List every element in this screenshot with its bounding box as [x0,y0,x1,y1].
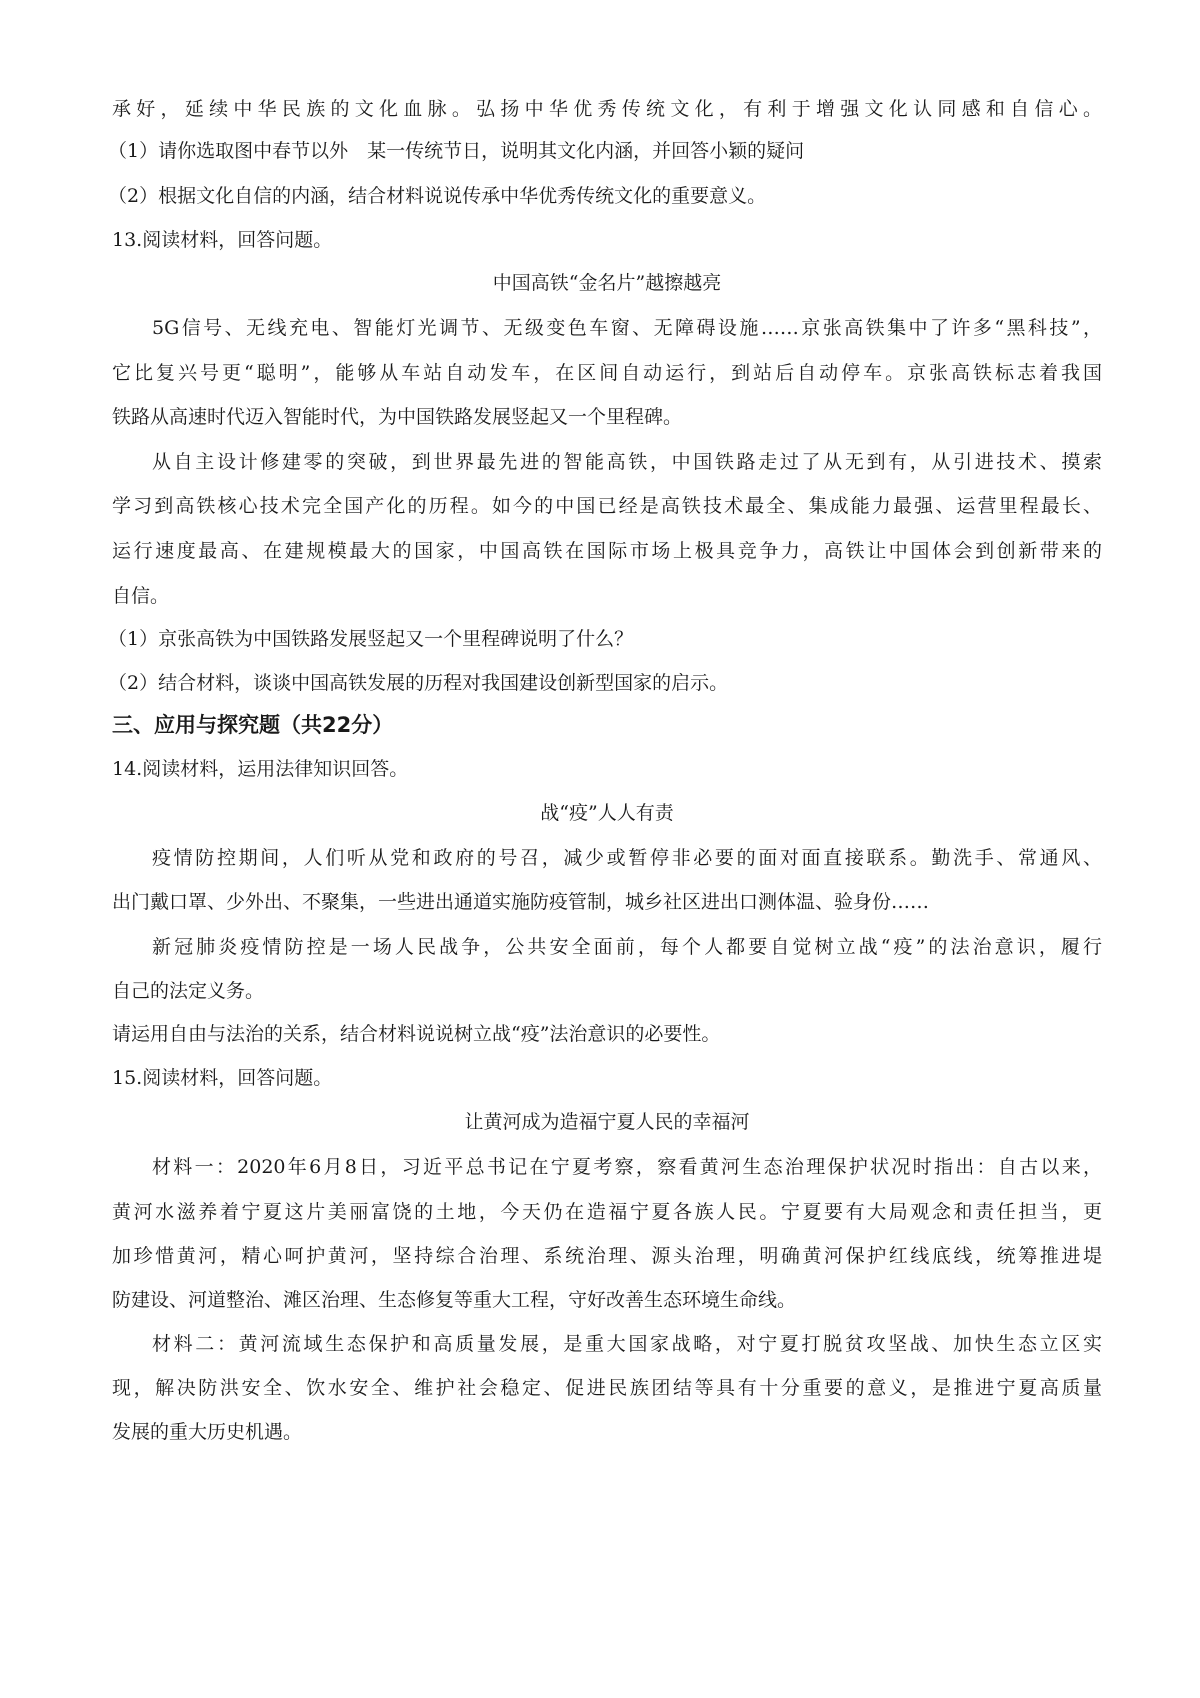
paragraph-line: 发展的重大历史机遇。 [112,1421,303,1443]
paragraph-line: 5G信号、无线充电、智能灯光调节、无级变色车窗、无障碍设施……京张高铁集中了许多“黑科技”， [152,317,1102,339]
question-12-1: （1）请你选取图中春节以外 某一传统节日，说明其文化内涵，并回答小颖的疑问 [108,140,805,162]
paragraph-line: 现，解决防洪安全、饮水安全、维护社会稳定、促进民族团结等具有十分重要的意义，是推进宁夏高质量 [112,1377,1102,1399]
paragraph-line: 铁路从高速时代迈入智能时代，为中国铁路发展竖起又一个里程碑。 [112,406,683,428]
question-15-title: 15.阅读材料，回答问题。 [112,1067,333,1089]
section-heading: 三、应用与探究题（共22分） [112,713,394,737]
paragraph-line: 黄河水滋养着宁夏这片美丽富饶的土地，今天仍在造福宁夏各族人民。宁夏要有大局观念和责任担当，更 [112,1201,1102,1223]
paragraph-line: 加珍惜黄河，精心呵护黄河，坚持综合治理、系统治理、源头治理，明确黄河保护红线底线，统筹推进堤 [112,1245,1102,1267]
question-12-2: （2）根据文化自信的内涵，结合材料说说传承中华优秀传统文化的重要意义。 [108,185,767,207]
paragraph-line: 材料一：2020年6月8日，习近平总书记在宁夏考察，察看黄河生态治理保护状况时指出：自古以来， [152,1156,1102,1178]
paragraph-line: 疫情防控期间，人们听从党和政府的号召，减少或暂停非必要的面对面直接联系。勤洗手、常通风、 [152,847,1102,869]
paragraph-line: 从自主设计修建零的突破，到世界最先进的智能高铁，中国铁路走过了从无到有，从引进技术、摸索 [152,451,1102,473]
question-14-prompt: 请运用自由与法治的关系，结合材料说说树立战“疫”法治意识的必要性。 [112,1023,721,1045]
paragraph-line: 材料二：黄河流域生态保护和高质量发展，是重大国家战略，对宁夏打脱贫攻坚战、加快生态立区实 [152,1333,1102,1355]
paragraph-line: 运行速度最高、在建规模最大的国家，中国高铁在国际市场上极具竞争力，高铁让中国体会到创新带来的 [112,540,1102,562]
paragraph-line: 防建设、河道整治、滩区治理、生态修复等重大工程，守好改善生态环境生命线。 [112,1289,797,1311]
question-13-2: （2）结合材料，谈谈中国高铁发展的历程对我国建设创新型国家的启示。 [108,672,729,694]
paragraph-line: 学习到高铁核心技术完全国产化的历程。如今的中国已经是高铁技术最全、集成能力最强、运营里程最长、 [112,495,1102,517]
paragraph-line: 它比复兴号更“聪明”，能够从车站自动发车，在区间自动运行，到站后自动停车。京张高铁标志着我国 [112,362,1102,384]
paragraph-line: 新冠肺炎疫情防控是一场人民战争，公共安全面前，每个人都要自觉树立战“疫”的法治意识，履行 [152,936,1102,958]
paragraph-line: 自信。 [112,585,170,607]
question-13-title: 13.阅读材料，回答问题。 [112,229,333,251]
paragraph-line: 承好，延续中华民族的文化血脉。弘扬中华优秀传统文化，有利于增强文化认同感和自信心。 [112,98,1102,120]
material-title: 让黄河成为造福宁夏人民的幸福河 [464,1111,750,1133]
material-title: 战“疫”人人有责 [540,802,674,824]
paragraph-line: 出门戴口罩、少外出、不聚集，一些进出通道实施防疫管制，城乡社区进出口测体温、验身份…… [112,891,930,913]
question-14-title: 14.阅读材料，运用法律知识回答。 [112,758,409,780]
material-title: 中国高铁“金名片”越擦越亮 [492,272,722,294]
question-13-1: （1）京张高铁为中国铁路发展竖起又一个里程碑说明了什么？ [108,628,634,650]
paragraph-line: 自己的法定义务。 [112,980,265,1002]
